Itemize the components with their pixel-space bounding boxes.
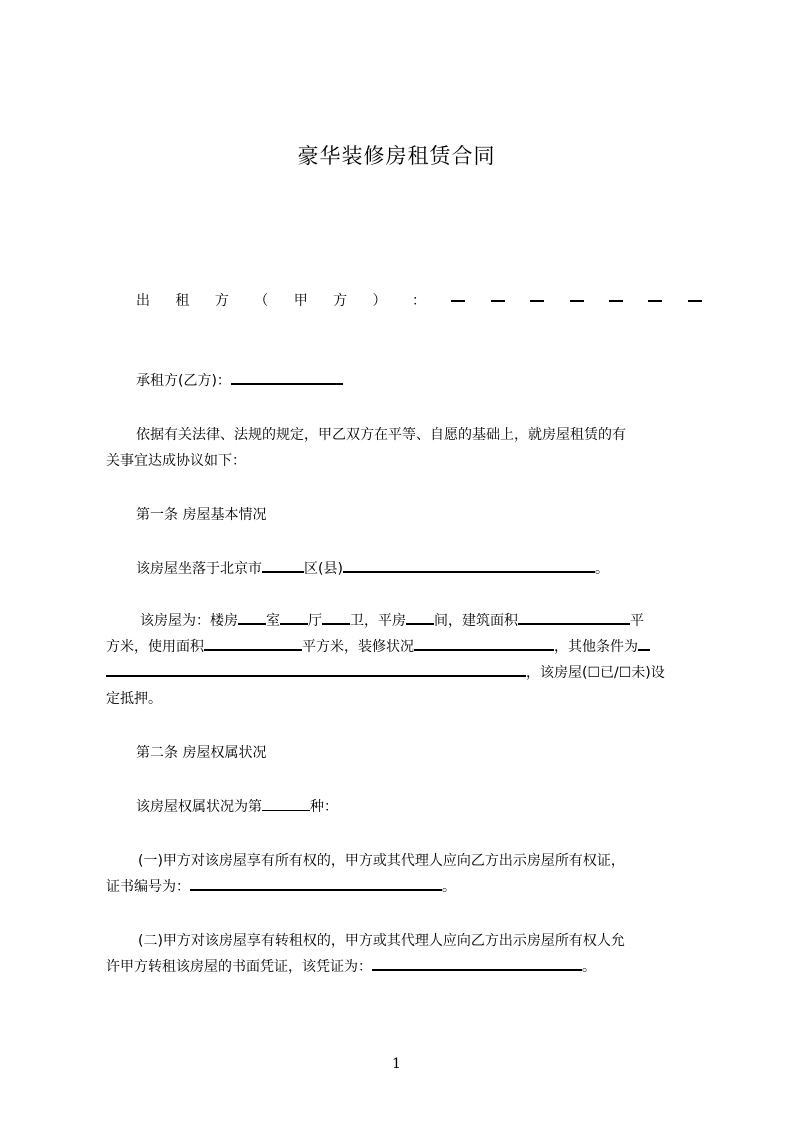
clause-1-line-1: (一)甲方对该房屋享有所有权的，甲方或其代理人应向乙方出示房屋所有权证，	[138, 853, 625, 869]
mortgage-status: ，该房屋(☐已/☐未)设	[526, 665, 665, 681]
details-prefix: 该房屋为：楼房	[140, 613, 238, 629]
preamble-line-2: 关事宜达成协议如下：	[106, 453, 246, 469]
voucher-label: 许甲方转租该房屋的书面凭证，该凭证为：	[106, 959, 372, 975]
lessor-char: 方	[333, 293, 348, 309]
document-title: 豪华装修房租赁合同	[297, 144, 496, 168]
certificate-blank	[190, 877, 442, 891]
page-number: 1	[392, 1056, 401, 1072]
clause-2-end: 。	[582, 959, 596, 975]
lessor-char: 甲	[293, 293, 308, 309]
other-conditions-blank-2	[106, 663, 526, 677]
location-prefix: 该房屋坐落于北京市	[136, 561, 262, 577]
district-label: 区(县)	[304, 561, 343, 577]
hall-blank	[280, 611, 308, 625]
floor-area-blank	[518, 611, 630, 625]
clause-2-line-1: (二)甲方对该房屋享有转租权的，甲方或其代理人应向乙方出示房屋所有权人允	[138, 933, 625, 949]
decoration-blank	[414, 637, 554, 651]
lessee-line	[136, 368, 732, 394]
district-blank	[262, 559, 304, 573]
ownership-status-line	[136, 794, 732, 820]
hall-label: 厅	[308, 613, 322, 629]
location-end: 。	[594, 561, 609, 577]
status-blank	[262, 798, 310, 811]
details-line-2	[106, 634, 702, 660]
bath-blank	[322, 611, 350, 625]
blank-dash	[570, 300, 584, 302]
details-line-3	[106, 660, 702, 686]
area-label: 间，建筑面积	[434, 613, 518, 629]
other-conditions-blank	[638, 637, 650, 651]
blank-dash	[609, 300, 623, 302]
article-1-heading: 第一条 房屋基本情况	[136, 507, 267, 523]
lessor-char: 方	[214, 293, 229, 309]
article-2-heading: 第二条 房屋权属状况	[136, 745, 267, 761]
clause-1-line-2	[106, 874, 702, 900]
bungalow-blank	[406, 611, 434, 625]
blank-dash	[491, 300, 505, 302]
lessor-char: 出	[136, 293, 150, 309]
lessor-char: （	[254, 293, 269, 309]
room-label: 室	[266, 613, 280, 629]
details-line-4: 定抵押。	[106, 691, 162, 707]
address-blank	[343, 559, 595, 573]
lessor-line	[136, 288, 702, 314]
certificate-label: 证书编号为：	[106, 879, 190, 895]
lessee-label: 承租方(乙方)：	[136, 373, 231, 389]
preamble-line-1: 依据有关法律、法规的规定，甲乙双方在平等、自愿的基础上，就房屋租赁的有	[136, 427, 626, 443]
lessor-char: ：	[411, 293, 426, 309]
clause-1-end: 。	[442, 879, 456, 895]
room-blank	[238, 611, 266, 625]
usable-area-label: 方米，使用面积	[106, 639, 204, 655]
blank-dash	[688, 300, 702, 302]
clause-2-line-2	[106, 954, 702, 980]
bath-label: 卫，平房	[350, 613, 406, 629]
blank-dash	[451, 300, 465, 302]
location-line	[136, 556, 732, 582]
blank-dash	[530, 300, 544, 302]
decoration-label: 平方米，装修状况	[302, 639, 414, 655]
lessor-char: ）	[372, 293, 387, 309]
status-suffix: 种：	[310, 799, 338, 815]
lessor-char: 租	[175, 293, 190, 309]
area-unit-start: 平	[630, 613, 644, 629]
blank-dash	[648, 300, 662, 302]
lessee-blank	[231, 371, 343, 385]
status-prefix: 该房屋权属状况为第	[136, 799, 262, 815]
usable-area-blank	[204, 637, 302, 651]
details-line-1	[140, 608, 736, 634]
other-conditions-label: ，其他条件为	[554, 639, 638, 655]
voucher-blank	[372, 957, 582, 971]
